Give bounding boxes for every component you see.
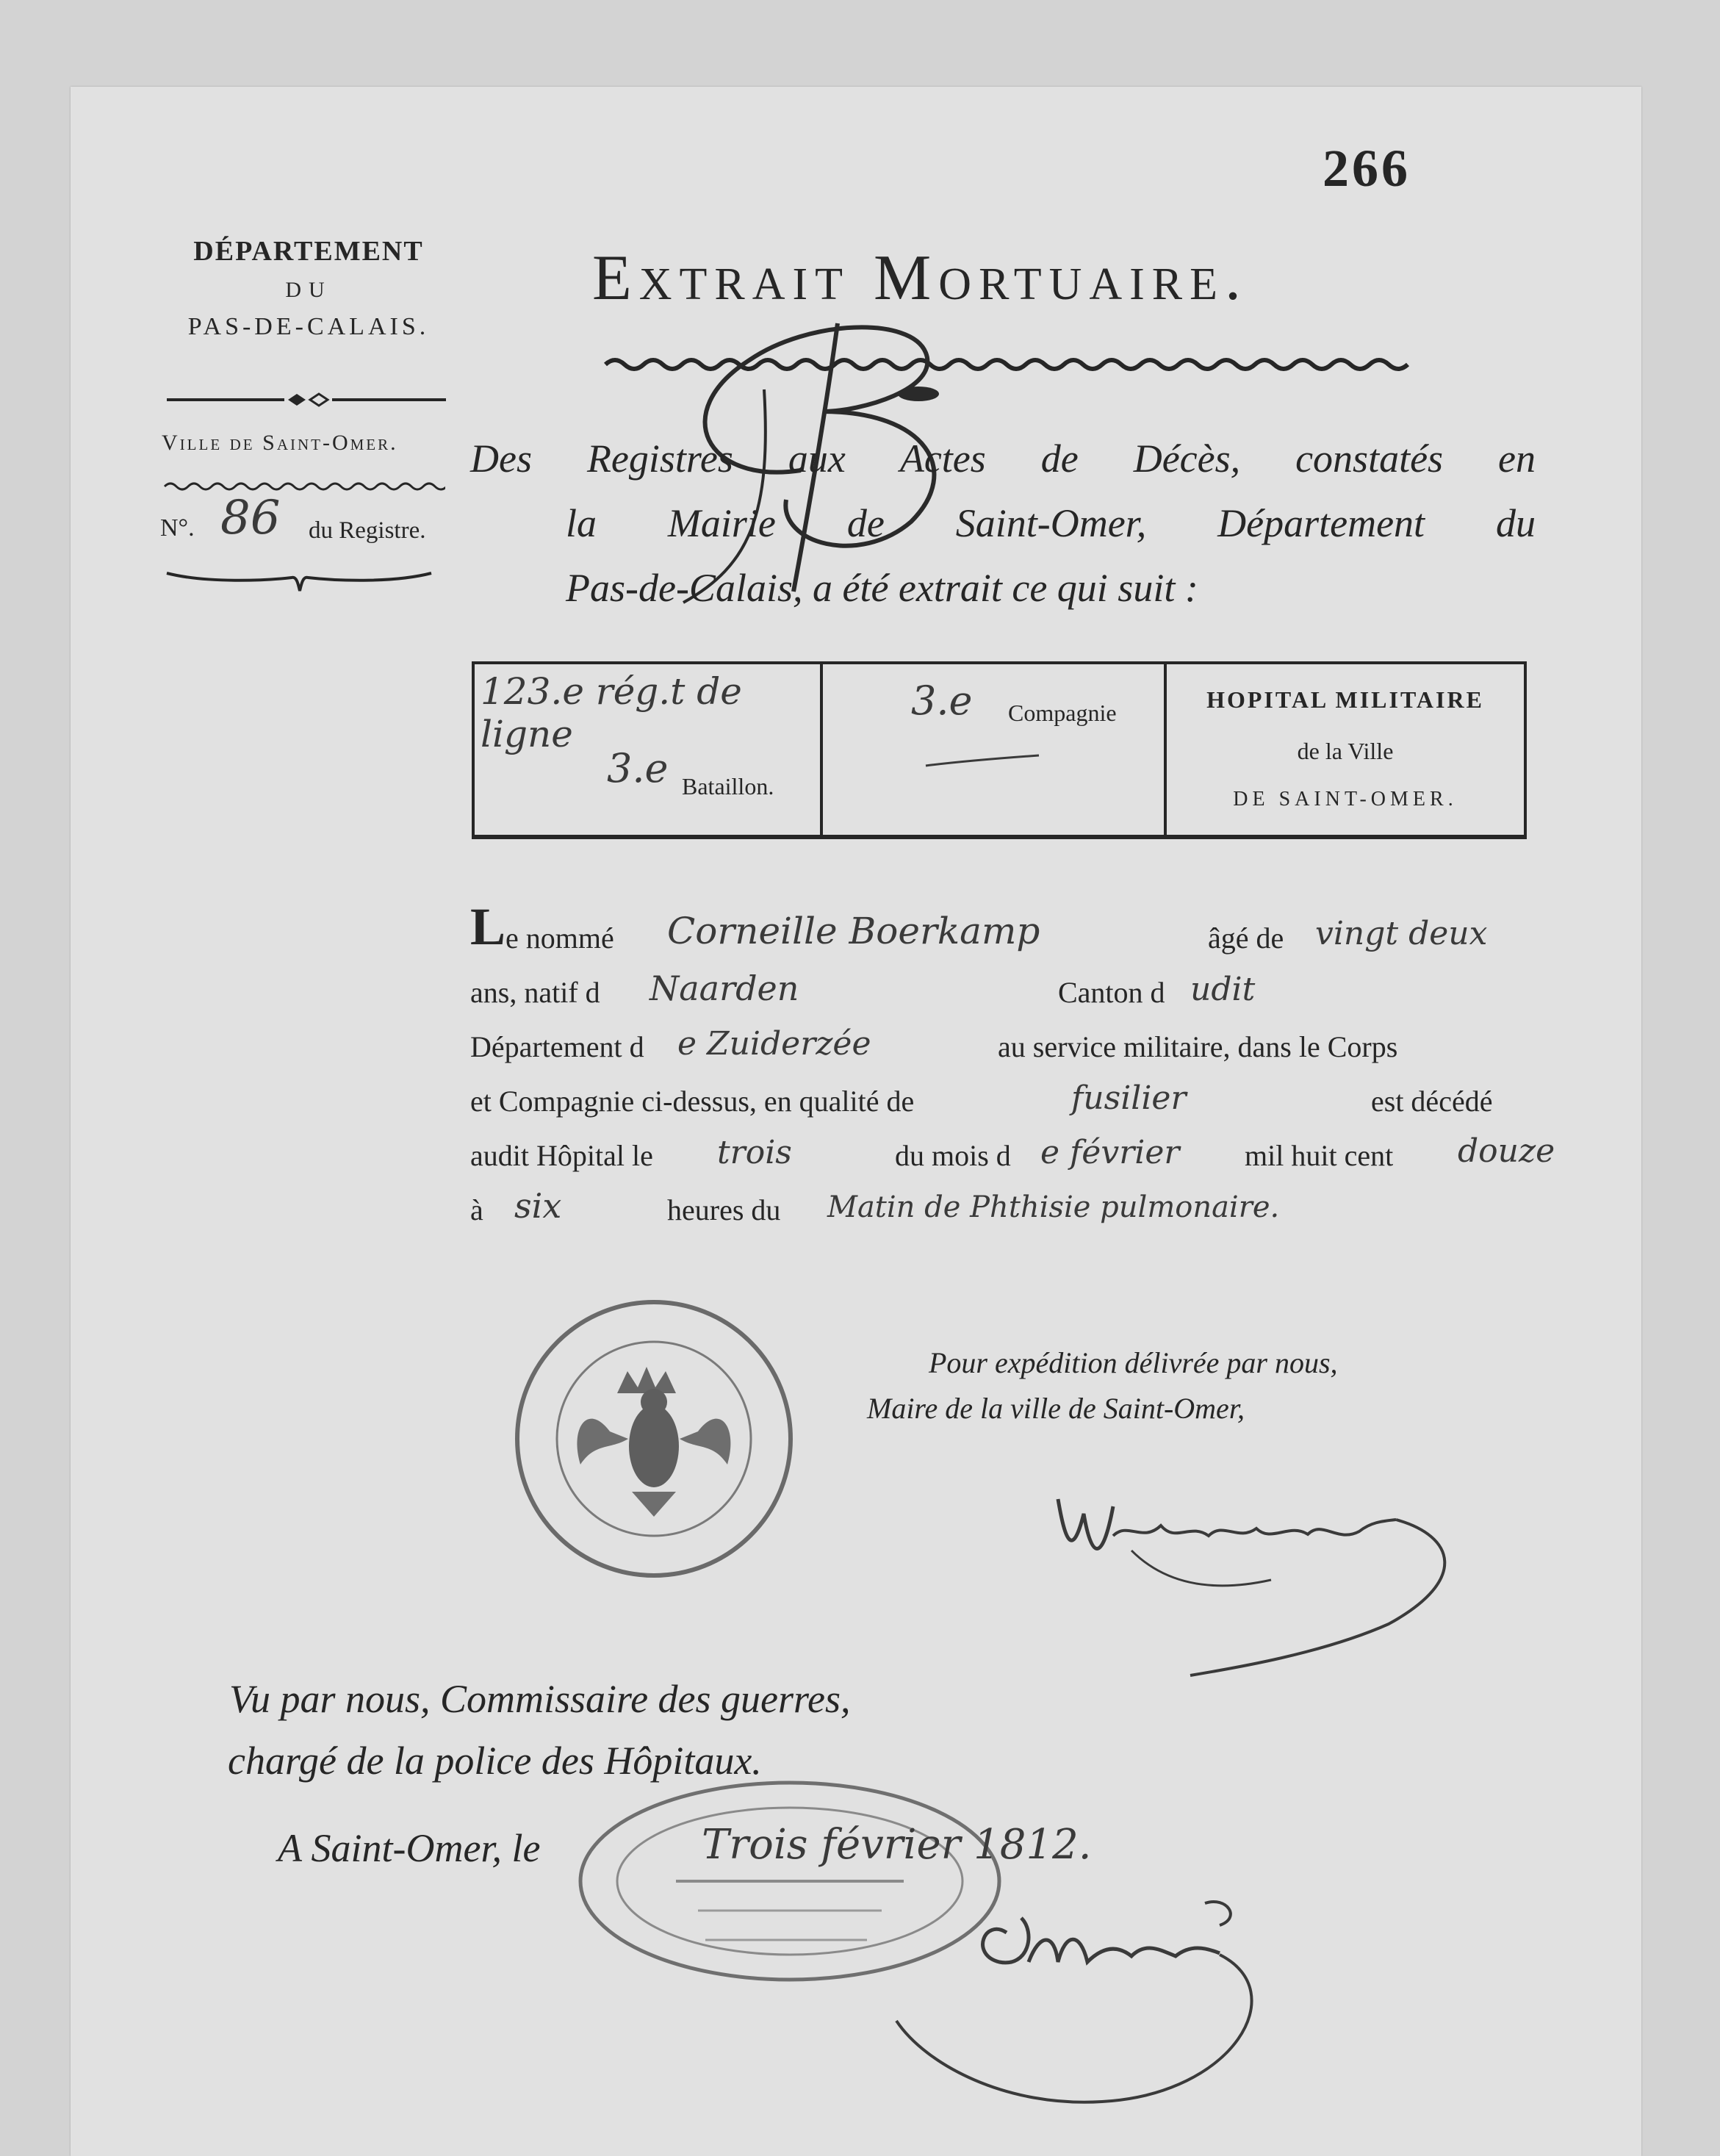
hospital-cell	[1164, 664, 1524, 835]
expedition-block	[867, 1340, 1338, 1431]
year-text: mil huit cent	[1245, 1139, 1394, 1172]
unit-table	[472, 661, 1527, 839]
vu-line-2: chargé de la police des Hôpitaux.	[228, 1739, 762, 1783]
mairie-seal-stamp-icon	[500, 1292, 808, 1586]
intro-line-2: la Mairie de Saint-Omer, Département du	[566, 501, 1536, 545]
company-text: et Compagnie ci-dessus, en qualité de	[470, 1085, 915, 1118]
record-row-5	[470, 1129, 1555, 1183]
expedition-line-2: Maire de la ville de Saint-Omer,	[867, 1392, 1245, 1425]
drop-cap-l: L	[470, 897, 506, 956]
commissaire-signature-icon	[882, 1874, 1396, 2124]
hours-label: heures du	[667, 1193, 781, 1226]
place-label: A Saint-Omer, le	[278, 1826, 541, 1870]
month-label: du mois d	[895, 1139, 1011, 1172]
death-record	[470, 897, 1555, 1237]
department-line-2: DU	[285, 278, 332, 302]
document-title: Extrait Mortuaire.	[592, 242, 1248, 314]
intro-paragraph	[470, 426, 1536, 620]
department-label: Département d	[470, 1030, 644, 1063]
ville-de-saint-omer: Ville de Saint-Omer.	[162, 431, 398, 455]
age-value: vingt deux	[1315, 915, 1488, 952]
hospital-line-1: HOPITAL MILITAIRE	[1206, 686, 1484, 713]
vu-line-1: Vu par nous, Commissaire des guerres,	[229, 1677, 851, 1721]
year-value: douze	[1458, 1132, 1555, 1170]
birthplace-value: Naarden	[650, 969, 799, 1008]
time-cause-value: Matin de Phthisie pulmonaire.	[827, 1190, 1280, 1224]
department-header	[147, 235, 470, 341]
canton-value: udit	[1190, 971, 1256, 1008]
handwritten-dash-icon	[924, 751, 1042, 773]
department-value: e Zuiderzée	[677, 1025, 871, 1063]
regiment-value: 123.e rég.t de ligne	[481, 670, 742, 755]
department-line-1: DÉPARTEMENT	[193, 236, 424, 267]
battalion-value: 3.e	[607, 745, 669, 791]
page-number: 266	[1323, 139, 1411, 198]
record-row-2	[470, 966, 1528, 1020]
register-suffix: du Registre.	[309, 517, 426, 544]
canton-label: Canton d	[1058, 976, 1165, 1009]
service-text: au service militaire, dans le Corps	[998, 1030, 1398, 1063]
intro-line-3: Pas-de-Calais, a été extrait ce qui suit :	[566, 566, 1198, 610]
intro-line-1: Des Registres aux Actes de Décès, constatés en	[470, 436, 1536, 481]
mayor-signature-icon	[1043, 1455, 1477, 1690]
age-label: âgé de	[1208, 921, 1284, 955]
register-number-label: N°.	[160, 514, 195, 542]
battalion-label: Bataillon.	[682, 773, 774, 799]
place-date: Trois février 1812.	[702, 1821, 1092, 1869]
expedition-line-1: Pour expédition délivrée par nous,	[929, 1346, 1338, 1379]
register-number-value: 86	[220, 491, 281, 545]
a-label: à	[470, 1193, 483, 1226]
day-value: trois	[717, 1134, 792, 1171]
record-row-6	[470, 1183, 1528, 1237]
deceased-text: est décédé	[1371, 1085, 1493, 1118]
company-cell	[820, 664, 1164, 835]
deceased-name: Corneille Boerkamp	[667, 910, 1040, 952]
rank-value: fusilier	[1071, 1079, 1187, 1117]
wavy-divider-icon	[163, 478, 445, 495]
hospital-line-3: DE SAINT-OMER.	[1233, 788, 1458, 811]
brace-ornament-icon	[163, 558, 435, 595]
record-row-4	[470, 1074, 1528, 1129]
company-label: Compagnie	[1008, 700, 1117, 726]
regiment-cell	[475, 664, 820, 835]
hospital-text: audit Hôpital le	[470, 1139, 653, 1172]
record-row-3	[470, 1020, 1528, 1074]
hospital-line-2: de la Ville	[1297, 738, 1394, 764]
month-value: e février	[1040, 1134, 1180, 1171]
hour-value: six	[514, 1186, 562, 1226]
ans-natif-label: ans, natif d	[470, 976, 600, 1009]
department-line-3: PAS-DE-CALAIS.	[187, 313, 430, 340]
record-row-1	[470, 897, 1528, 966]
nomme-label: e nommé	[505, 921, 614, 955]
ornament-divider-icon	[163, 385, 450, 414]
company-value: 3.e	[911, 678, 973, 724]
